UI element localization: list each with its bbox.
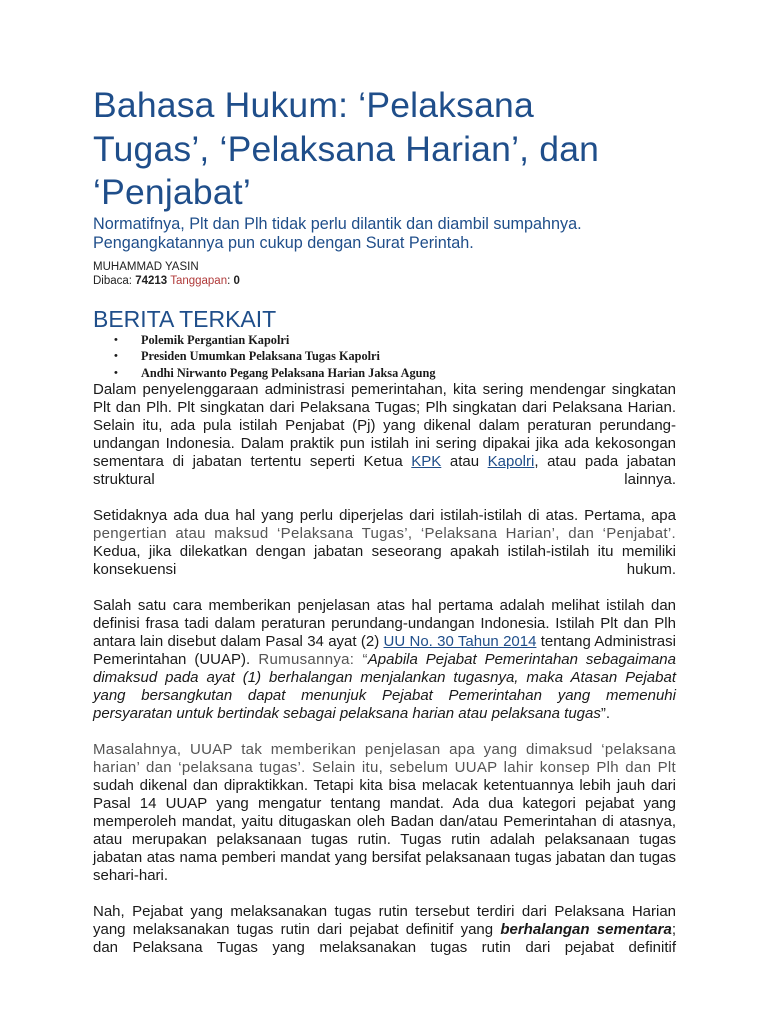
subtitle-line: Normatifnya, Plt dan Plh tidak perlu dilantik dan diambil sumpahnya. xyxy=(93,214,582,233)
paragraph-text: Masalahnya, UUAP tak memberikan penjelasan apa yang dimaksud ‘pelaksana harian’ dan ‘pelaksana tugas’. Selain itu, sebelum UUAP lahir konsep Plh dan Plt xyxy=(93,741,676,776)
article-meta xyxy=(93,260,676,288)
paragraph-text: sudah dikenal dan dipraktikkan. Tetapi kita bisa melacak ketentuannya lebih jauh dari Pasal 14 UUAP yang mengatur tentang mandat. Ada dua kategori pejabat yang memperoleh mandat, yaitu ditugaskan oleh Badan dan/atau Pemerintahan di atasnya, atau merupakan pelaksanaan tugas rutin. Tugas rutin adalah pelaksanaan tugas jabatan atas nama pemberi mandat yang bersifat pelaksanaan tugas jabatan dan tugas sehari-hari. xyxy=(93,777,676,884)
paragraph-text: ; dan Pelaksana Tugas yang melaksanakan tugas rutin dari pejabat definitif xyxy=(93,921,676,956)
article-page xyxy=(93,84,676,957)
title-line: Tugas’, ‘Pelaksana Harian’, dan xyxy=(93,128,600,169)
article-subtitle xyxy=(93,215,676,253)
title-line: Bahasa Hukum: ‘Pelaksana xyxy=(93,85,534,125)
author-name: MUHAMMAD YASIN xyxy=(93,260,199,273)
article-title xyxy=(93,84,676,215)
read-count: 74213 xyxy=(135,274,168,287)
responses-count: 0 xyxy=(233,274,240,287)
paragraph-text: tentang Administrasi Pemerintahan (UUAP). xyxy=(93,633,676,668)
related-news-link[interactable]: Andhi Nirwanto Pegang Pelaksana Harian Jaksa Agung xyxy=(141,365,436,380)
uu-30-2014-link[interactable]: UU No. 30 Tahun 2014 xyxy=(383,633,537,650)
stats-line xyxy=(93,274,676,288)
paragraph xyxy=(93,903,676,957)
related-news-item xyxy=(93,348,676,365)
paragraph-text: , atau pada jabatan struktural lainnya. xyxy=(93,453,676,488)
paragraph-text: Nah, Pejabat yang melaksanakan tugas rutin tersebut terdiri dari Pelaksana Harian yang melaksanakan tugas rutin dari pejabat definitif yang xyxy=(93,903,676,938)
related-news-heading: BERITA TERKAIT xyxy=(93,305,277,332)
read-label: Dibaca: xyxy=(93,274,132,287)
title-line: ‘Penjabat’ xyxy=(93,172,251,212)
responses-label[interactable]: Tanggapan xyxy=(170,274,228,287)
paragraph-text: Kedua, jika dilekatkan dengan jabatan seseorang apakah istilah-istilah itu memiliki konsekuensi hukum. xyxy=(93,543,676,578)
paragraph-text: pengertian atau maksud ‘Pelaksana Tugas’, ‘Pelaksana Harian’, dan ‘Penjabat’. xyxy=(93,525,676,542)
kapolri-link[interactable]: Kapolri xyxy=(487,453,535,470)
related-news-list xyxy=(93,332,676,382)
paragraph-text: ”. xyxy=(600,705,611,722)
emphasis-text: berhalangan sementara xyxy=(500,921,672,938)
paragraph-text: Rumusannya: “ xyxy=(250,651,368,668)
related-news-link[interactable]: Presiden Umumkan Pelaksana Tugas Kapolri xyxy=(141,349,380,363)
paragraph xyxy=(93,597,676,723)
paragraph xyxy=(93,507,676,579)
kpk-link[interactable]: KPK xyxy=(411,453,442,470)
related-news-item xyxy=(93,332,676,349)
paragraph-text: Dalam penyelenggaraan administrasi pemerintahan, kita sering mendengar singkatan Plt dan Plh. Plt singkatan dari Pelaksana Tugas; Plh singkatan dari Pelaksana Harian. Selain itu, ada pula istilah Penjabat (Pj) yang dikenal dalam peraturan perundang-undangan Indonesia. Dalam praktik pun istilah ini sering dipakai jika ada kekosongan sementara di jabatan tertentu seperti Ketua xyxy=(93,381,676,470)
paragraph-text: Salah satu cara memberikan penjelasan atas hal pertama adalah melihat istilah dan definisi frasa tadi dalam peraturan perundang-undangan Indonesia. Istilah Plt dan Plh antara lain disebut dalam Pasal 34 ayat (2) xyxy=(93,597,676,650)
paragraph-text: Setidaknya ada dua hal yang perlu diperjelas dari istilah-istilah di atas. Pertama, apa xyxy=(93,507,676,524)
subtitle-line: Pengangkatannya pun cukup dengan Surat Perintah. xyxy=(93,233,474,252)
related-news-item xyxy=(93,365,676,382)
paragraph xyxy=(93,741,676,885)
legal-quote: Apabila Pejabat Pemerintahan sebagaimana dimaksud pada ayat (1) berhalangan menjalankan tugasnya, maka Atasan Pejabat yang bersangkutan dapat menunjuk Pejabat Pemerintahan yang memenuhi persyaratan untuk bertindak sebagai pelaksana harian atau pelaksana tugas xyxy=(93,651,676,722)
article-body xyxy=(93,381,676,957)
responses-colon: : xyxy=(227,274,231,287)
related-news-link[interactable]: Polemik Pergantian Kapolri xyxy=(141,332,290,347)
paragraph-text: atau xyxy=(441,453,488,470)
paragraph xyxy=(93,381,676,489)
